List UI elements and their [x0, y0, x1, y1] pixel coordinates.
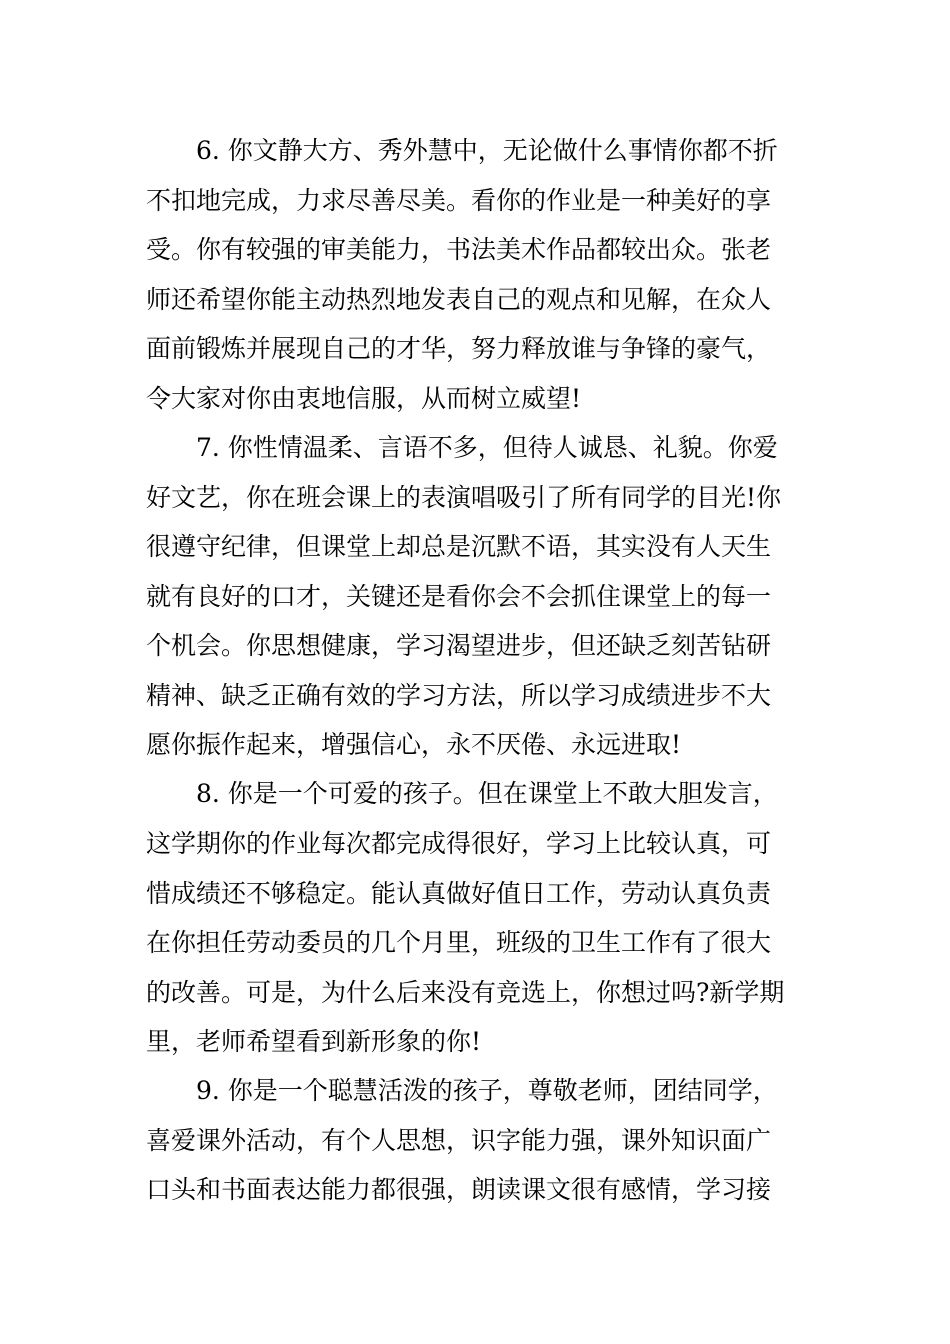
paragraph-6-line-4: 师还希望你能主动热烈地发表自己的观点和见解，在众人	[146, 285, 772, 314]
paragraph-7-line-5: 个机会。你思想健康，学习渴望进步，但还缺乏刻苦钻研	[146, 631, 772, 660]
paragraph-7-line-6: 精神、缺乏正确有效的学习方法，所以学习成绩进步不大	[146, 681, 772, 710]
paragraph-8-line-3: 惜成绩还不够稳定。能认真做好值日工作，劳动认真负责	[146, 879, 772, 908]
paragraph-7-line-4: 就有良好的口才，关键还是看你会不会抓住课堂上的每一	[146, 582, 772, 611]
paragraph-6-line-1: 6. 你文静大方、秀外慧中，无论做什么事情你都不折	[196, 136, 778, 165]
paragraph-6-line-3: 受。你有较强的审美能力，书法美术作品都较出众。张老	[146, 235, 772, 264]
paragraph-7-line-2: 好文艺，你在班会课上的表演唱吸引了所有同学的目光!你	[146, 483, 782, 512]
paragraph-9-line-2: 喜爱课外活动，有个人思想，识字能力强，课外知识面广	[146, 1126, 772, 1155]
paragraph-6-line-5: 面前锻炼并展现自己的才华，努力释放谁与争锋的豪气，	[146, 334, 772, 363]
paragraph-6-line-2: 不扣地完成，力求尽善尽美。看你的作业是一种美好的享	[146, 186, 772, 215]
paragraph-8-line-6: 里，老师希望看到新形象的你!	[146, 1027, 482, 1056]
paragraph-7-line-7: 愿你振作起来，增强信心，永不厌倦、永远进取!	[146, 730, 682, 759]
paragraph-7-line-3: 很遵守纪律，但课堂上却总是沉默不语，其实没有人天生	[146, 532, 772, 561]
paragraph-8-line-5: 的改善。可是，为什么后来没有竞选上，你想过吗?新学期	[146, 978, 785, 1007]
paragraph-9-line-1: 9. 你是一个聪慧活泼的孩子，尊敬老师，团结同学，	[196, 1076, 778, 1105]
paragraph-6-line-6: 令大家对你由衷地信服，从而树立威望!	[146, 384, 582, 413]
paragraph-7-line-1: 7. 你性情温柔、言语不多，但待人诚恳、礼貌。你爱	[196, 433, 778, 462]
paragraph-8-line-1: 8. 你是一个可爱的孩子。但在课堂上不敢大胆发言，	[196, 779, 778, 808]
paragraph-8-line-4: 在你担任劳动委员的几个月里，班级的卫生工作有了很大	[146, 928, 772, 957]
paragraph-8-line-2: 这学期你的作业每次都完成得很好，学习上比较认真，可	[146, 829, 772, 858]
paragraph-9-line-3: 口头和书面表达能力都很强，朗读课文很有感情，学习接	[146, 1175, 772, 1204]
